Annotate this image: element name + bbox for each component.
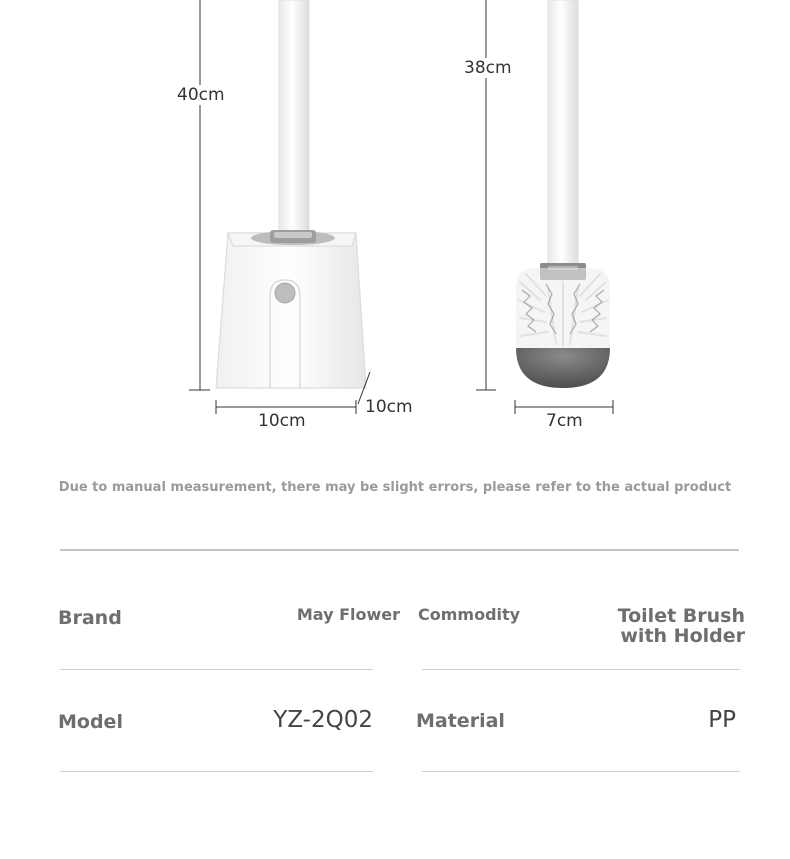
row-divider: [422, 669, 740, 670]
commodity-value-line2: with Holder: [620, 625, 745, 647]
row-divider: [60, 669, 373, 670]
brand-label: Brand: [58, 607, 122, 629]
toilet-brush-holder: [216, 0, 366, 388]
material-label: Material: [416, 710, 505, 732]
model-value: YZ-2Q02: [273, 707, 373, 733]
row-divider: [422, 771, 740, 772]
model-label: Model: [58, 711, 123, 733]
measurement-note: Due to manual measurement, there may be slight errors, please refer to the actual product: [58, 480, 732, 495]
brush-width-label: 7cm: [546, 411, 583, 431]
holder-depth-label: 10cm: [365, 397, 413, 417]
material-value: PP: [708, 707, 736, 733]
holder-width-label: 10cm: [258, 411, 306, 431]
brush-height-label: 38cm: [464, 58, 512, 78]
holder-height-label: 40cm: [177, 85, 225, 105]
row-divider: [60, 771, 373, 772]
brand-value: May Flower: [296, 605, 400, 624]
toilet-brush: [516, 0, 610, 388]
commodity-label: Commodity: [418, 605, 521, 624]
commodity-value-line1: Toilet Brush: [617, 605, 745, 627]
section-divider: [60, 549, 739, 551]
